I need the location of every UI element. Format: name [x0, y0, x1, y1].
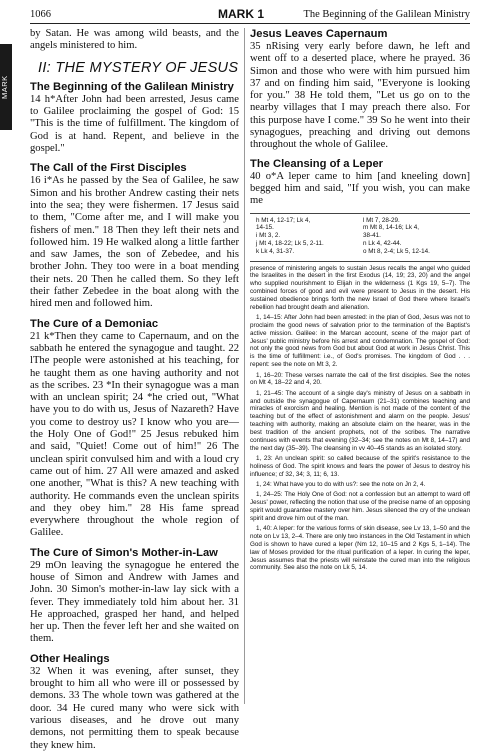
cross-reference-rule	[250, 213, 470, 214]
side-tab-label: MARK	[0, 75, 9, 99]
cross-reference: o Mt 8, 2-4; Lk 5, 12-14.	[363, 247, 430, 255]
cross-references-right	[363, 217, 470, 256]
book-side-tab	[0, 44, 12, 130]
footnote: 1, 24–25: The Holy One of God: not a confession but an attempt to ward off Jesus' power, reflecting the notion that use of the precise name of an opposing spirit would guarantee mastery over him. Jesus silenced the cry of the unclean spirit and drove him out of the man.	[250, 491, 470, 522]
section-heading: Other Healings	[30, 652, 110, 665]
cross-reference: h Mt 4, 12-17; Lk 4,	[256, 216, 311, 224]
column-divider	[244, 28, 245, 704]
cross-reference: 14-15.	[256, 224, 274, 232]
cross-reference: k Lk 4, 31-37.	[256, 247, 295, 255]
footnotes	[250, 265, 470, 573]
section-heading: Jesus Leaves Capernaum	[250, 28, 388, 40]
footnote: 1, 24: What have you to do with us?: see the note on Jn 2, 4.	[256, 480, 426, 488]
footnote: presence of ministering angels to sustain Jesus recalls the angel who guided the Israelites in the desert in the first Exodus (14, 19; 23, 20) and the angel who supplied nourishment to Elijah in the wilderness (1 Kgs 19, 5–7). The combined forces of good and evil were present to Jesus in the desert. His sustained obedience brings forth the new Israel of God there where Israel's rebellion had brought death and alienation.	[250, 264, 470, 311]
section-heading: The Call of the First Disciples	[30, 162, 187, 175]
cross-reference: m Mt 8, 14-16; Lk 4,	[363, 224, 419, 232]
section-heading: The Cure of Simon's Mother-in-Law	[30, 546, 218, 559]
cross-reference: i Mt 3, 2.	[256, 232, 281, 240]
page-number: 1066	[30, 9, 51, 20]
right-column	[250, 28, 470, 708]
cross-references-left	[256, 217, 363, 256]
page-header	[30, 7, 470, 23]
cross-reference: j Mt 4, 18-22; Lk 5, 2-11.	[256, 239, 324, 247]
section-text: 21 k*Then they came to Capernaum, and on the sabbath he entered the synagogue and taught. 22 lThe people were astonished at his teaching, for he taught them as one having authority and not as the scribes. 23 *In their synagogue was a man with an unclean spirit; 24 *he cried out, "What have you to do with us, Jesus of Nazareth? Have you come to destroy us? I know who you are—the Holy One of God!" 25 Jesus rebuked him and said, "Quiet! Come out of him!" 26 The unclean spirit convulsed him and with a loud cry came out of him. 27 All were amazed and asked one another, "What is this? A new teaching with authority. He commands even the unclean spirits and they obey him." 28 His fame spread everywhere throughout the whole region of Galilee.	[30, 330, 239, 539]
notes-rule	[250, 261, 470, 262]
footnote: 1, 14–15: After John had been arrested: in the plan of God, Jesus was not to proclaim the good news of salvation prior to the termination of the Baptist's active mission. Galilee: in the Marcan account, scene of the major part of Jesus' public ministry before his arrest and condemnation. The gospel of God: not only the good news from God but about God at work in Jesus Christ. This is the time of fulfillment: i.e., of God's promises. The kingdom of God . . . repent: see the note on Mt 3, 2.	[250, 314, 470, 369]
cross-reference: n Lk 4, 42-44.	[363, 239, 402, 247]
footnote: 1, 16–20: These verses narrate the call of the first disciples. See the notes on Mt 4, 18–22 and 4, 20.	[250, 371, 470, 387]
section-heading: The Cleansing of a Leper	[250, 157, 384, 170]
footnote: 1, 40: A leper: for the various forms of skin disease, see Lv 13, 1–50 and the note on Lv 13, 2–4. There are only two instances in the Old Testament in which God is shown to have cured a leper (Nm 12, 10–15 and 2 Kgs 5, 1–14). The law of Moses provided for the ritual purification of a leper. In curing the leper, Jesus assumes that the priests will reinstate the cured man into the religious community. See also the note on Lk 5, 14.	[250, 525, 470, 572]
running-title: The Beginning of the Galilean Ministry	[303, 9, 470, 20]
footnote: 1, 21–45: The account of a single day's ministry of Jesus on a sabbath in and outside the synagogue of Capernaum (21–31) combines teaching and miracles of exorcism and healing. Mention is not made of the content of the teaching but of the effect of astonishment and alarm on the people. Jesus' teaching with authority, making an absolute claim on the hearer, was in the best tradition of the ancient prophets, not of the scribes. The narrative continues with events that evening (32–34; see the notes on Mt 8, 14–17) and the next day (35–39). The cleansing in vv 40–45 stands as an isolated story.	[250, 389, 470, 452]
section-heading: The Cure of a Demoniac	[30, 317, 159, 330]
section-text: 14 h*After John had been arrested, Jesus came to Galilee proclaiming the gospel of God: 15 "This is the time of fulfillment. The kingdom of God is at hand. Repent, and believe in the gospel."	[30, 93, 239, 155]
section-text: 40 o*A leper came to him [and kneeling down] begged him and said, "If you wish, you can make me	[250, 170, 470, 207]
cross-references	[250, 217, 470, 256]
left-column	[30, 28, 239, 751]
section-heading: The Beginning of the Galilean Ministry	[30, 80, 234, 93]
section-text: 35 nRising very early before dawn, he left and went off to a deserted place, where he prayed. 36 Simon and those who were with him pursued him 37 and on finding him said, "Everyone is looking for you." 38 He told them, "Let us go on to the nearby villages that I may preach there also. For this purpose have I come." 39 So he went into their synagogues, preaching and driving out demons throughout the whole of Galilee.	[250, 41, 470, 151]
part-heading: II: THE MYSTERY OF JESUS	[38, 59, 239, 76]
header-rule	[30, 23, 470, 24]
cross-reference: 38-41.	[363, 232, 381, 240]
cross-reference: l Mt 7, 28-29.	[363, 216, 400, 224]
section-text: 29 mOn leaving the synagogue he entered the house of Simon and Andrew with James and John. 30 Simon's mother-in-law lay sick with a fever. They immediately told him about her. 31 He approached, grasped her hand, and helped her up. Then the fever left her and she waited on them.	[30, 559, 239, 645]
section-text: 16 i*As he passed by the Sea of Galilee, he saw Simon and his brother Andrew casting their nets into the sea; they were fishermen. 17 Jesus said to them, "Come after me, and I will make you fishers of men." 18 Then they left their nets and followed him. 19 He walked along a little farther and saw James, the son of Zebedee, and his brother John. They too were in a boat mending their nets. 20 Then he called them. So they left their father Zebedee in the boat along with the hired men and followed him.	[30, 175, 239, 310]
book-chapter-title: MARK 1	[218, 7, 265, 21]
footnote: 1, 23: An unclean spirit: so called because of the spirit's resistance to the holiness of God. The spirit knows and fears the power of Jesus to destroy his influence; cf 32, 34; 3, 11; 6, 13.	[250, 454, 470, 478]
section-text: 32 When it was evening, after sunset, they brought to him all who were ill or possessed by demons. 33 The whole town was gathered at the door. 34 He cured many who were sick with various diseases, and he drove out many demons, not permitting them to speak because they knew him.	[30, 665, 239, 751]
intro-paragraph: by Satan. He was among wild beasts, and the angels ministered to him.	[30, 28, 239, 52]
